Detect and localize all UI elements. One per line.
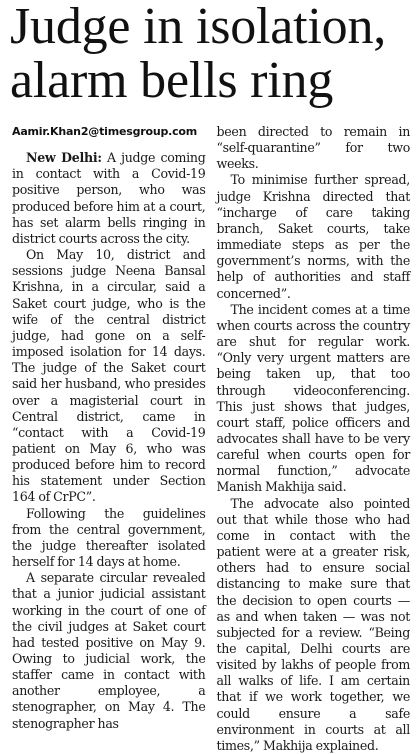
paragraph: The incident comes at a time when courts across the country are shut for regular work. “Only very urgent matters are being taken up, that too through videoconferencing. This just shows that judges, court staff, police officers and advocates shall have to be very careful when courts open for normal function,” advocate Manish Makhija said.	[216, 301, 410, 495]
headline-line-1: Judge in isolation,	[10, 0, 387, 55]
column-right	[216, 124, 411, 753]
headline-line-2: alarm bells ring	[10, 52, 334, 109]
byline-email: Aamir.Khan2@timesgroup.com	[12, 125, 198, 138]
paragraph-continued: been directed to remain in “self-quarantine” for two weeks.	[216, 124, 410, 172]
paragraph: The advocate also pointed out that while those who had come in contact with the patient were at a greater risk, others had to ensure social distancing to make sure that the decision to open courts — as and when taken — was not subjected for a review. “Being the capital, Delhi courts are visited by lakhs of people from all walks of life. I am certain that if we work together, we could ensure a safe environment in courts at all times,” Makhija explained.	[216, 495, 410, 753]
paragraph-lede	[12, 150, 206, 247]
paragraph: To minimise further spread, judge Krishna directed that “incharge of care taking branch, Saket courts, take immediate steps as per the government’s norms, with the help of authorities and staff concerned”.	[216, 172, 410, 301]
column-left	[12, 124, 206, 731]
lede-text: A judge coming in contact with a Covid-19 positive person, who was produced before him at a court, has set alarm bells ringing in district courts across the city.	[12, 150, 206, 246]
dateline: New Delhi:	[26, 150, 102, 166]
paragraph: Following the guidelines from the central government, the judge thereafter isolated herself for 14 days at home.	[12, 505, 206, 570]
article-body	[12, 124, 410, 753]
paragraph: On May 10, district and sessions judge Neena Bansal Krishna, in a circular, said a Saket court judge, who is the wife of the central district judge, had gone on a self-imposed isolation for 14 days. The judge of the Saket court said her husband, who presides over a magisterial court in Central district, came in “contact with a Covid-19 patient on May 6, who was produced before him to record his statement under Section 164 of CrPC”.	[12, 247, 206, 505]
headline	[0, 0, 417, 108]
paragraph: A separate circular revealed that a junior judicial assistant working in the court of one of the civil judges at Saket court had tested positive on May 9. Owing to judicial work, the staffer came in contact with another employee, a stenographer, on May 4. The stenographer has	[12, 570, 206, 731]
